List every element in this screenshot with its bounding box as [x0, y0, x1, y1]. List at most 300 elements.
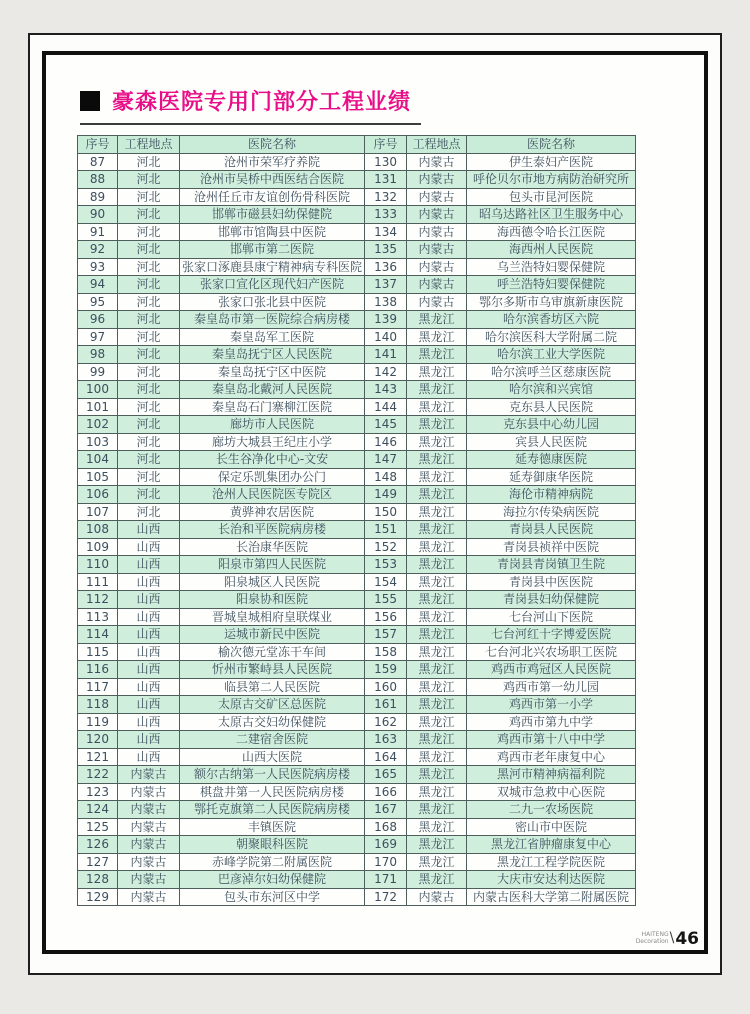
- table-row: [78, 223, 636, 241]
- serial-cell-left: 97: [78, 328, 118, 346]
- location-cell-left: 河北: [118, 293, 180, 311]
- footer-slash-mark: \: [669, 930, 675, 946]
- location-cell-left: 河北: [118, 206, 180, 224]
- serial-cell-right: 154: [365, 573, 407, 591]
- location-cell-left: 内蒙古: [118, 871, 180, 889]
- location-cell-left: 河北: [118, 171, 180, 189]
- serial-cell-left: 128: [78, 871, 118, 889]
- location-cell-right: 黑龙江: [407, 661, 467, 679]
- hospital-cell-right: 克东县人民医院: [467, 398, 636, 416]
- hospital-cell-right: 延寿御康华医院: [467, 468, 636, 486]
- location-cell-left: 山西: [118, 538, 180, 556]
- table-row: [78, 433, 636, 451]
- hospital-cell-right: 黑龙江省肿瘤康复中心: [467, 836, 636, 854]
- serial-cell-right: 159: [365, 661, 407, 679]
- location-cell-left: 河北: [118, 468, 180, 486]
- hospital-cell-left: 秦皇岛军工医院: [180, 328, 365, 346]
- hospital-cell-right: 哈尔滨医科大学附属二院: [467, 328, 636, 346]
- hospital-cell-left: 廊坊市人民医院: [180, 416, 365, 434]
- table-row: [78, 363, 636, 381]
- hospital-cell-right: 海拉尔传染病医院: [467, 503, 636, 521]
- serial-cell-right: 139: [365, 311, 407, 329]
- location-cell-right: 黑龙江: [407, 836, 467, 854]
- serial-cell-right: 152: [365, 538, 407, 556]
- location-cell-left: 河北: [118, 311, 180, 329]
- table-row: [78, 748, 636, 766]
- table-row: [78, 538, 636, 556]
- location-cell-left: 河北: [118, 346, 180, 364]
- location-cell-right: 黑龙江: [407, 626, 467, 644]
- hospital-cell-left: 邯郸市馆陶县中医院: [180, 223, 365, 241]
- hospital-cell-left: 阳泉协和医院: [180, 591, 365, 609]
- table-row: [78, 153, 636, 171]
- table-row: [78, 503, 636, 521]
- serial-cell-left: 118: [78, 696, 118, 714]
- location-cell-right: 黑龙江: [407, 433, 467, 451]
- serial-cell-right: 166: [365, 783, 407, 801]
- location-cell-left: 河北: [118, 328, 180, 346]
- page-footer: [636, 929, 699, 949]
- hospital-cell-right: 哈尔滨呼兰区慈康医院: [467, 363, 636, 381]
- table-row: [78, 206, 636, 224]
- serial-cell-right: 149: [365, 486, 407, 504]
- hospital-cell-right: 黑龙江工程学院医院: [467, 853, 636, 871]
- table-row: [78, 398, 636, 416]
- serial-cell-right: 147: [365, 451, 407, 469]
- location-cell-right: 黑龙江: [407, 801, 467, 819]
- serial-cell-left: 124: [78, 801, 118, 819]
- serial-cell-left: 123: [78, 783, 118, 801]
- location-cell-left: 河北: [118, 363, 180, 381]
- serial-cell-left: 102: [78, 416, 118, 434]
- hospital-cell-right: 七台河山下医院: [467, 608, 636, 626]
- serial-cell-right: 168: [365, 818, 407, 836]
- hospital-cell-left: 山西大医院: [180, 748, 365, 766]
- hospital-cell-left: 太原古交矿区总医院: [180, 696, 365, 714]
- serial-cell-left: 129: [78, 888, 118, 906]
- location-cell-right: 黑龙江: [407, 521, 467, 539]
- serial-cell-right: 143: [365, 381, 407, 399]
- table-row: [78, 731, 636, 749]
- performance-table: [77, 135, 636, 906]
- serial-cell-right: 156: [365, 608, 407, 626]
- hospital-cell-right: 鄂尔多斯市乌审旗新康医院: [467, 293, 636, 311]
- hospital-cell-right: 哈尔滨香坊区六院: [467, 311, 636, 329]
- location-cell-right: 黑龙江: [407, 328, 467, 346]
- location-cell-right: 黑龙江: [407, 766, 467, 784]
- hospital-cell-left: 丰镇医院: [180, 818, 365, 836]
- table-row: [78, 328, 636, 346]
- serial-cell-left: 126: [78, 836, 118, 854]
- location-cell-left: 山西: [118, 626, 180, 644]
- location-cell-right: 黑龙江: [407, 713, 467, 731]
- location-cell-left: 山西: [118, 731, 180, 749]
- table-row: [78, 188, 636, 206]
- location-cell-right: 黑龙江: [407, 871, 467, 889]
- location-cell-left: 河北: [118, 276, 180, 294]
- serial-cell-right: 135: [365, 241, 407, 259]
- location-cell-right: 黑龙江: [407, 696, 467, 714]
- table-row: [78, 713, 636, 731]
- serial-cell-left: 95: [78, 293, 118, 311]
- hospital-cell-right: 鸡西市第十八中中学: [467, 731, 636, 749]
- hospital-cell-right: 鸡西市第一小学: [467, 696, 636, 714]
- inner-frame: [42, 51, 708, 954]
- location-cell-right: 黑龙江: [407, 486, 467, 504]
- serial-cell-left: 88: [78, 171, 118, 189]
- serial-cell-left: 127: [78, 853, 118, 871]
- table-row: [78, 276, 636, 294]
- hospital-cell-right: 黑河市精神病福利院: [467, 766, 636, 784]
- serial-cell-right: 170: [365, 853, 407, 871]
- serial-cell-right: 158: [365, 643, 407, 661]
- table-row: [78, 258, 636, 276]
- hospital-cell-right: 内蒙古医科大学第二附属医院: [467, 888, 636, 906]
- location-cell-right: 黑龙江: [407, 381, 467, 399]
- location-cell-right: 内蒙古: [407, 188, 467, 206]
- serial-cell-left: 100: [78, 381, 118, 399]
- hospital-cell-left: 阳泉市第四人民医院: [180, 556, 365, 574]
- location-cell-left: 内蒙古: [118, 801, 180, 819]
- hospital-cell-left: 廊坊大城县王纪庄小学: [180, 433, 365, 451]
- serial-cell-right: 133: [365, 206, 407, 224]
- serial-cell-left: 120: [78, 731, 118, 749]
- table-row: [78, 556, 636, 574]
- location-cell-right: 黑龙江: [407, 783, 467, 801]
- table-row: [78, 241, 636, 259]
- hospital-cell-left: 沧州任丘市友谊创伤骨科医院: [180, 188, 365, 206]
- serial-cell-right: 142: [365, 363, 407, 381]
- location-cell-right: 黑龙江: [407, 748, 467, 766]
- hospital-cell-left: 秦皇岛抚宁区中医院: [180, 363, 365, 381]
- header-hospital-left: 医院名称: [180, 136, 365, 154]
- location-cell-left: 山西: [118, 556, 180, 574]
- serial-cell-left: 122: [78, 766, 118, 784]
- serial-cell-right: 164: [365, 748, 407, 766]
- table-row: [78, 608, 636, 626]
- serial-cell-left: 93: [78, 258, 118, 276]
- table-row: [78, 678, 636, 696]
- serial-cell-right: 167: [365, 801, 407, 819]
- serial-cell-right: 130: [365, 153, 407, 171]
- serial-cell-right: 172: [365, 888, 407, 906]
- hospital-cell-left: 黄骅神农居医院: [180, 503, 365, 521]
- table-row: [78, 591, 636, 609]
- location-cell-left: 山西: [118, 643, 180, 661]
- serial-cell-left: 112: [78, 591, 118, 609]
- location-cell-left: 山西: [118, 748, 180, 766]
- serial-cell-left: 109: [78, 538, 118, 556]
- hospital-cell-left: 赤峰学院第二附属医院: [180, 853, 365, 871]
- location-cell-left: 河北: [118, 188, 180, 206]
- hospital-cell-left: 沧州市吴桥中西医结合医院: [180, 171, 365, 189]
- hospital-cell-right: 哈尔滨和兴宾馆: [467, 381, 636, 399]
- hospital-cell-left: 邯郸市磁县妇幼保健院: [180, 206, 365, 224]
- hospital-cell-right: 昭乌达路社区卫生服务中心: [467, 206, 636, 224]
- serial-cell-left: 121: [78, 748, 118, 766]
- hospital-cell-right: 海伦市精神病院: [467, 486, 636, 504]
- hospital-cell-right: 呼兰浩特妇婴保健院: [467, 276, 636, 294]
- table-header-row: [78, 136, 636, 154]
- serial-cell-left: 106: [78, 486, 118, 504]
- hospital-cell-left: 运城市新民中医院: [180, 626, 365, 644]
- hospital-cell-left: 二建宿舍医院: [180, 731, 365, 749]
- hospital-cell-left: 秦皇岛北戴河人民医院: [180, 381, 365, 399]
- location-cell-left: 山西: [118, 713, 180, 731]
- hospital-cell-right: 青岗县人民医院: [467, 521, 636, 539]
- location-cell-left: 河北: [118, 433, 180, 451]
- header-serial-left: 序号: [78, 136, 118, 154]
- serial-cell-left: 115: [78, 643, 118, 661]
- location-cell-left: 山西: [118, 521, 180, 539]
- hospital-cell-right: 鸡西市鸡冠区人民医院: [467, 661, 636, 679]
- hospital-cell-right: 克东县中心幼儿园: [467, 416, 636, 434]
- table-row: [78, 661, 636, 679]
- location-cell-left: 内蒙古: [118, 853, 180, 871]
- hospital-cell-right: 鸡西市第九中学: [467, 713, 636, 731]
- location-cell-left: 河北: [118, 258, 180, 276]
- location-cell-right: 黑龙江: [407, 556, 467, 574]
- header-hospital-right: 医院名称: [467, 136, 636, 154]
- hospital-cell-right: 青岗县妇幼保健院: [467, 591, 636, 609]
- serial-cell-right: 162: [365, 713, 407, 731]
- serial-cell-right: 161: [365, 696, 407, 714]
- serial-cell-left: 98: [78, 346, 118, 364]
- hospital-cell-right: 包头市昆河医院: [467, 188, 636, 206]
- header-location-left: 工程地点: [118, 136, 180, 154]
- serial-cell-left: 125: [78, 818, 118, 836]
- serial-cell-right: 146: [365, 433, 407, 451]
- serial-cell-right: 163: [365, 731, 407, 749]
- header-location-right: 工程地点: [407, 136, 467, 154]
- serial-cell-left: 89: [78, 188, 118, 206]
- brand-text: HAITENG Decoration: [635, 931, 669, 945]
- table-row: [78, 836, 636, 854]
- table-row: [78, 766, 636, 784]
- location-cell-right: 内蒙古: [407, 171, 467, 189]
- serial-cell-right: 157: [365, 626, 407, 644]
- location-cell-left: 河北: [118, 381, 180, 399]
- serial-cell-left: 99: [78, 363, 118, 381]
- serial-cell-left: 113: [78, 608, 118, 626]
- hospital-cell-left: 临县第二人民医院: [180, 678, 365, 696]
- location-cell-left: 内蒙古: [118, 836, 180, 854]
- location-cell-right: 黑龙江: [407, 608, 467, 626]
- table-row: [78, 346, 636, 364]
- table-body: [78, 153, 636, 906]
- hospital-cell-left: 榆次德元堂冻干车间: [180, 643, 365, 661]
- table-row: [78, 626, 636, 644]
- serial-cell-left: 104: [78, 451, 118, 469]
- location-cell-left: 山西: [118, 573, 180, 591]
- title-bullet-square-icon: [80, 91, 100, 111]
- performance-table-wrap: [77, 135, 636, 906]
- serial-cell-right: 136: [365, 258, 407, 276]
- location-cell-right: 黑龙江: [407, 416, 467, 434]
- hospital-cell-right: 青岗县青岗镇卫生院: [467, 556, 636, 574]
- location-cell-left: 山西: [118, 591, 180, 609]
- table-row: [78, 643, 636, 661]
- hospital-cell-left: 秦皇岛市第一医院综合病房楼: [180, 311, 365, 329]
- serial-cell-left: 91: [78, 223, 118, 241]
- location-cell-right: 黑龙江: [407, 346, 467, 364]
- serial-cell-left: 96: [78, 311, 118, 329]
- serial-cell-right: 151: [365, 521, 407, 539]
- serial-cell-right: 160: [365, 678, 407, 696]
- table-row: [78, 871, 636, 889]
- location-cell-right: 黑龙江: [407, 591, 467, 609]
- hospital-cell-left: 长生谷净化中心-文安: [180, 451, 365, 469]
- serial-cell-left: 119: [78, 713, 118, 731]
- table-row: [78, 573, 636, 591]
- hospital-cell-right: 密山市中医院: [467, 818, 636, 836]
- serial-cell-left: 101: [78, 398, 118, 416]
- serial-cell-left: 92: [78, 241, 118, 259]
- location-cell-right: 内蒙古: [407, 241, 467, 259]
- hospital-cell-left: 长治和平医院病房楼: [180, 521, 365, 539]
- location-cell-right: 黑龙江: [407, 398, 467, 416]
- serial-cell-left: 108: [78, 521, 118, 539]
- location-cell-right: 内蒙古: [407, 258, 467, 276]
- serial-cell-right: 140: [365, 328, 407, 346]
- table-row: [78, 888, 636, 906]
- location-cell-right: 黑龙江: [407, 853, 467, 871]
- table-row: [78, 818, 636, 836]
- location-cell-left: 内蒙古: [118, 888, 180, 906]
- header-serial-right: 序号: [365, 136, 407, 154]
- serial-cell-left: 105: [78, 468, 118, 486]
- serial-cell-left: 114: [78, 626, 118, 644]
- hospital-cell-left: 晋城皇城相府皇联煤业: [180, 608, 365, 626]
- hospital-cell-left: 阳泉城区人民医院: [180, 573, 365, 591]
- table-row: [78, 171, 636, 189]
- location-cell-right: 黑龙江: [407, 503, 467, 521]
- location-cell-right: 黑龙江: [407, 451, 467, 469]
- location-cell-left: 河北: [118, 451, 180, 469]
- location-cell-left: 山西: [118, 678, 180, 696]
- serial-cell-left: 94: [78, 276, 118, 294]
- hospital-cell-left: 太原古交妇幼保健院: [180, 713, 365, 731]
- table-row: [78, 311, 636, 329]
- serial-cell-right: 153: [365, 556, 407, 574]
- page-title-block: [80, 85, 421, 125]
- serial-cell-right: 150: [365, 503, 407, 521]
- location-cell-right: 内蒙古: [407, 293, 467, 311]
- location-cell-left: 河北: [118, 398, 180, 416]
- hospital-cell-right: 海西德令哈长江医院: [467, 223, 636, 241]
- hospital-cell-right: 青岗县祯祥中医院: [467, 538, 636, 556]
- serial-cell-left: 116: [78, 661, 118, 679]
- serial-cell-right: 137: [365, 276, 407, 294]
- serial-cell-left: 87: [78, 153, 118, 171]
- serial-cell-right: 148: [365, 468, 407, 486]
- hospital-cell-right: 海西州人民医院: [467, 241, 636, 259]
- serial-cell-right: 134: [365, 223, 407, 241]
- hospital-cell-left: 长治康华医院: [180, 538, 365, 556]
- serial-cell-right: 165: [365, 766, 407, 784]
- table-row: [78, 696, 636, 714]
- location-cell-right: 内蒙古: [407, 276, 467, 294]
- hospital-cell-right: 哈尔滨工业大学医院: [467, 346, 636, 364]
- table-row: [78, 451, 636, 469]
- hospital-cell-left: 包头市东河区中学: [180, 888, 365, 906]
- serial-cell-left: 117: [78, 678, 118, 696]
- hospital-cell-right: 呼伦贝尔市地方病防治研究所: [467, 171, 636, 189]
- location-cell-left: 河北: [118, 503, 180, 521]
- location-cell-right: 黑龙江: [407, 678, 467, 696]
- table-row: [78, 521, 636, 539]
- hospital-cell-left: 沧州人民医院医专院区: [180, 486, 365, 504]
- hospital-cell-left: 张家口宣化区现代妇产医院: [180, 276, 365, 294]
- hospital-cell-right: 青岗县中医医院: [467, 573, 636, 591]
- location-cell-right: 黑龙江: [407, 643, 467, 661]
- hospital-cell-left: 张家口张北县中医院: [180, 293, 365, 311]
- hospital-cell-right: 七台河北兴农场职工医院: [467, 643, 636, 661]
- location-cell-left: 内蒙古: [118, 766, 180, 784]
- hospital-cell-left: 沧州市荣军疗养院: [180, 153, 365, 171]
- serial-cell-right: 171: [365, 871, 407, 889]
- hospital-cell-right: 大庆市安达利达医院: [467, 871, 636, 889]
- location-cell-right: 黑龙江: [407, 573, 467, 591]
- location-cell-left: 河北: [118, 223, 180, 241]
- hospital-cell-right: 鸡西市第一幼儿园: [467, 678, 636, 696]
- hospital-cell-right: 乌兰浩特妇婴保健院: [467, 258, 636, 276]
- hospital-cell-left: 巴彦淖尔妇幼保健院: [180, 871, 365, 889]
- location-cell-right: 内蒙古: [407, 888, 467, 906]
- table-row: [78, 801, 636, 819]
- hospital-cell-left: 鄂托克旗第二人民医院病房楼: [180, 801, 365, 819]
- location-cell-right: 黑龙江: [407, 731, 467, 749]
- hospital-cell-left: 张家口涿鹿县康宁精神病专科医院: [180, 258, 365, 276]
- hospital-cell-right: 二九一农场医院: [467, 801, 636, 819]
- hospital-cell-left: 邯郸市第二医院: [180, 241, 365, 259]
- location-cell-right: 黑龙江: [407, 468, 467, 486]
- hospital-cell-right: 延寿德康医院: [467, 451, 636, 469]
- location-cell-right: 内蒙古: [407, 206, 467, 224]
- table-row: [78, 783, 636, 801]
- serial-cell-left: 111: [78, 573, 118, 591]
- hospital-cell-right: 鸡西市老年康复中心: [467, 748, 636, 766]
- hospital-cell-left: 忻州市繁峙县人民医院: [180, 661, 365, 679]
- location-cell-right: 黑龙江: [407, 311, 467, 329]
- serial-cell-right: 132: [365, 188, 407, 206]
- location-cell-left: 山西: [118, 608, 180, 626]
- location-cell-left: 河北: [118, 241, 180, 259]
- table-row: [78, 486, 636, 504]
- table-row: [78, 468, 636, 486]
- location-cell-left: 内蒙古: [118, 783, 180, 801]
- location-cell-right: 黑龙江: [407, 818, 467, 836]
- hospital-cell-right: 宾县人民医院: [467, 433, 636, 451]
- serial-cell-left: 103: [78, 433, 118, 451]
- location-cell-right: 内蒙古: [407, 223, 467, 241]
- location-cell-left: 河北: [118, 486, 180, 504]
- hospital-cell-left: 保定乐凯集团办公门: [180, 468, 365, 486]
- serial-cell-right: 145: [365, 416, 407, 434]
- location-cell-left: 山西: [118, 696, 180, 714]
- page-title: 豪森医院专用门部分工程业绩: [112, 90, 412, 115]
- serial-cell-left: 90: [78, 206, 118, 224]
- serial-cell-right: 155: [365, 591, 407, 609]
- hospital-cell-left: 朝聚眼科医院: [180, 836, 365, 854]
- serial-cell-left: 110: [78, 556, 118, 574]
- location-cell-right: 黑龙江: [407, 363, 467, 381]
- table-row: [78, 381, 636, 399]
- hospital-cell-left: 秦皇岛石门寨柳江医院: [180, 398, 365, 416]
- serial-cell-right: 141: [365, 346, 407, 364]
- location-cell-left: 河北: [118, 153, 180, 171]
- table-row: [78, 293, 636, 311]
